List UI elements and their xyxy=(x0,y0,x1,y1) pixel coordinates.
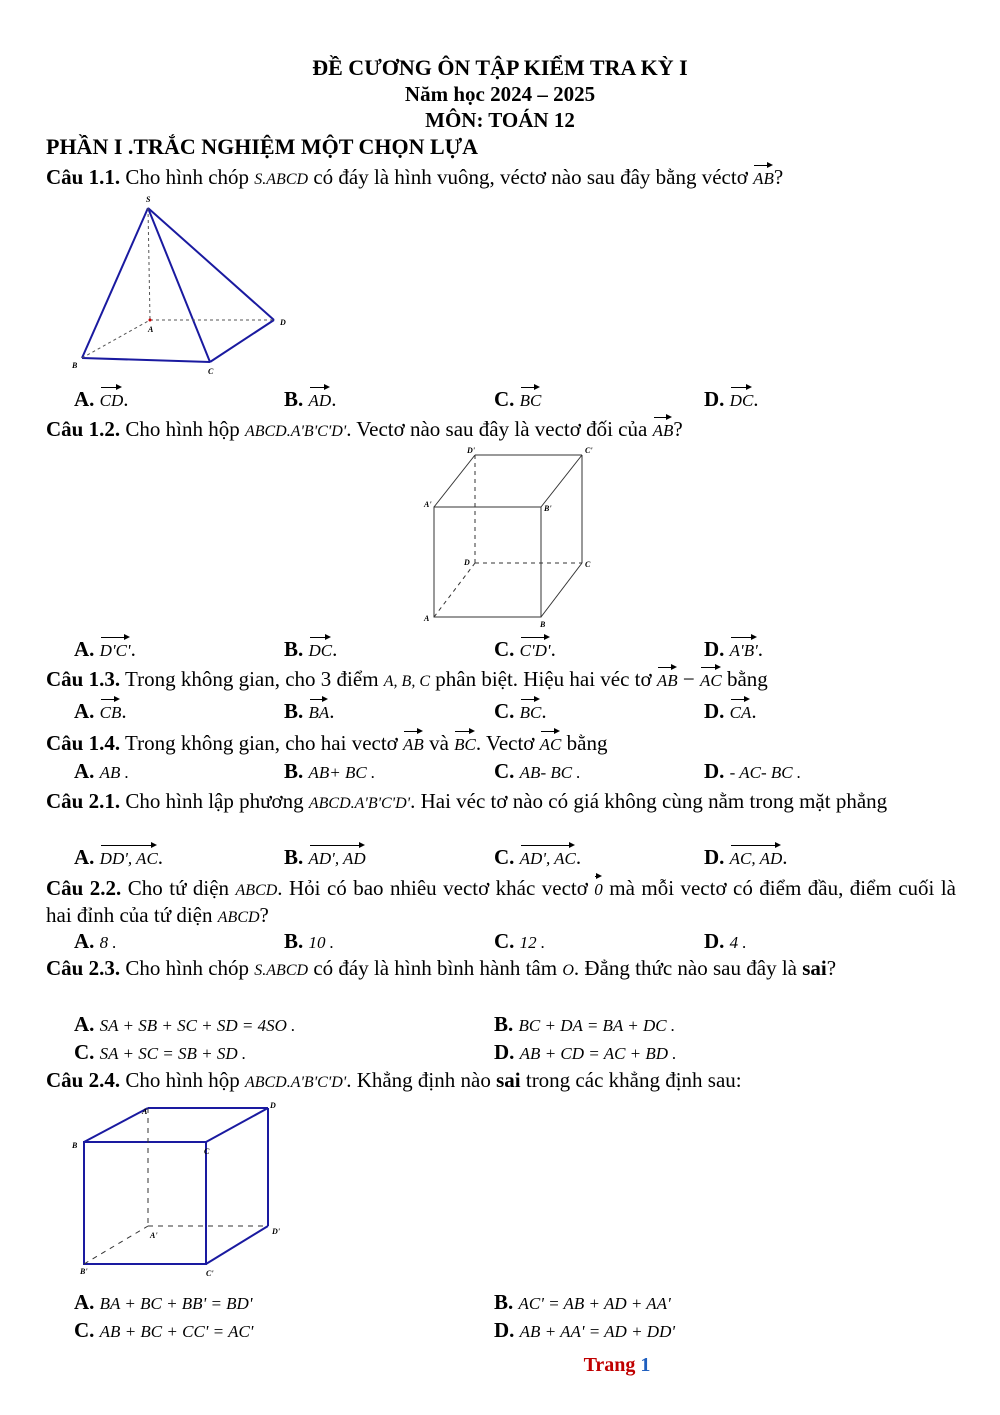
vertex-a: A xyxy=(148,325,154,334)
option-2-2-d[interactable]: D. 4 . xyxy=(704,929,747,953)
document-title: ĐỀ CƯƠNG ÔN TẬP KIỂM TRA KỲ I xyxy=(312,55,688,80)
box-figure-1 xyxy=(420,445,605,630)
question-2-2: Câu 2.2. Cho tứ diện ABCD. Hỏi có bao nhiêu vectơ khác vectơ 0 mà mỗi vectơ có điểm đầu, điểm cuối là hai đỉnh của tứ diện ABCD? xyxy=(46,876,956,927)
vertex-b: B xyxy=(72,1141,78,1150)
subject: MÔN: TOÁN 12 xyxy=(425,108,575,132)
option-2-4-d[interactable]: D. AB + AA' = AD + DD' xyxy=(494,1318,675,1342)
option-1-3-b[interactable]: B. BA. xyxy=(284,699,335,723)
option-1-4-a[interactable]: A. AB . xyxy=(74,759,129,783)
option-2-1-a[interactable]: A. DD', AC. xyxy=(74,845,164,869)
question-2-3: Câu 2.3. Cho hình chóp S.ABCD có đáy là hình bình hành tâm O. Đẳng thức nào sau đây là sai? xyxy=(46,956,837,980)
vertex-b-prime: B' xyxy=(544,504,552,513)
option-1-3-a[interactable]: A. CB. xyxy=(74,699,127,723)
page-footer xyxy=(0,1354,1000,1377)
option-1-3-c[interactable]: C. BC. xyxy=(494,699,547,723)
question-1-4: Câu 1.4. Trong không gian, cho hai vectơ AB và BC. Vectơ AC bằng xyxy=(46,731,608,755)
option-2-4-b[interactable]: B. AC' = AB + AD + AA' xyxy=(494,1290,671,1314)
page-number: 1 xyxy=(640,1354,651,1376)
question-1-1: Câu 1.1. Cho hình chóp S.ABCD có đáy là hình vuông, véctơ nào sau đây bằng véctơ AB? xyxy=(46,165,784,189)
option-2-3-c[interactable]: C. SA + SC = SB + SD . xyxy=(74,1040,247,1064)
option-1-3-d[interactable]: D. CA. xyxy=(704,699,757,723)
question-2-4: Câu 2.4. Cho hình hộp ABCD.A'B'C'D'. Khẳng định nào sai trong các khẳng định sau: xyxy=(46,1068,742,1092)
option-1-1-d[interactable]: D. DC. xyxy=(704,387,759,411)
option-2-4-c[interactable]: C. AB + BC + CC' = AC' xyxy=(74,1318,254,1342)
option-2-2-c[interactable]: C. 12 . xyxy=(494,929,546,953)
vertex-a-prime: A' xyxy=(150,1231,158,1240)
vertex-a-prime: A' xyxy=(424,500,432,509)
pyramid-figure xyxy=(70,192,300,377)
vertex-d: D xyxy=(280,318,286,327)
vertex-c: C xyxy=(208,367,214,376)
vertex-c: C xyxy=(585,560,591,569)
option-1-4-d[interactable]: D. - AC- BC . xyxy=(704,759,802,783)
vertex-a: A xyxy=(142,1107,148,1116)
question-1-3: Câu 1.3. Trong không gian, cho 3 điểm A, B, C phân biệt. Hiệu hai véc tơ AB − AC bằng xyxy=(46,667,768,691)
option-2-1-d[interactable]: D. AC, AD. xyxy=(704,845,788,869)
vertex-b: B xyxy=(72,361,78,370)
option-1-1-c[interactable]: C. BC xyxy=(494,387,542,411)
vertex-b-prime: B' xyxy=(80,1267,88,1276)
vector-ab: AB xyxy=(753,163,774,191)
vertex-a: A xyxy=(424,614,430,623)
option-2-1-c[interactable]: C. AD', AC. xyxy=(494,845,582,869)
vector-ab: AB xyxy=(653,415,674,443)
zero-vector: 0 xyxy=(594,874,603,902)
vertex-d-prime: D' xyxy=(467,446,475,455)
vertex-s: S xyxy=(146,195,151,204)
option-1-2-b[interactable]: B. DC. xyxy=(284,637,338,661)
option-2-3-d[interactable]: D. AB + CD = AC + BD . xyxy=(494,1040,677,1064)
option-1-4-c[interactable]: C. AB- BC . xyxy=(494,759,581,783)
option-1-2-d[interactable]: D. A'B'. xyxy=(704,637,763,661)
option-2-4-a[interactable]: A. BA + BC + BB' = BD' xyxy=(74,1290,253,1314)
option-2-2-b[interactable]: B. 10 . xyxy=(284,929,335,953)
vertex-c-prime: C' xyxy=(585,446,593,455)
vertex-d: D xyxy=(270,1101,276,1110)
question-2-1: Câu 2.1. Cho hình lập phương ABCD.A'B'C'D'. Hai véc tơ nào có giá không cùng nằm trong mặt phẳng xyxy=(46,789,888,813)
vertex-d: D xyxy=(464,558,470,567)
school-year: Năm học 2024 – 2025 xyxy=(404,82,596,106)
footer-label: Trang xyxy=(583,1354,636,1376)
option-1-1-a[interactable]: A. CD. xyxy=(74,387,129,411)
option-2-3-b[interactable]: B. BC + DA = BA + DC . xyxy=(494,1012,676,1036)
option-2-1-b[interactable]: B. AD', AD xyxy=(284,845,366,869)
section-heading: PHẦN I .TRẮC NGHIỆM MỘT CHỌN LỰA xyxy=(46,134,479,159)
vertex-b: B xyxy=(540,620,546,629)
box-figure-2 xyxy=(66,1098,296,1288)
vertex-c: C xyxy=(204,1147,210,1156)
vertex-d-prime: D' xyxy=(272,1227,280,1236)
question-1-2: Câu 1.2. Cho hình hộp ABCD.A'B'C'D'. Vectơ nào sau đây là vectơ đối của AB? xyxy=(46,417,683,441)
option-1-4-b[interactable]: B. AB+ BC . xyxy=(284,759,376,783)
vertex-c-prime: C' xyxy=(206,1269,214,1278)
option-1-2-a[interactable]: A. D'C'. xyxy=(74,637,136,661)
option-1-1-b[interactable]: B. AD. xyxy=(284,387,337,411)
option-1-2-c[interactable]: C. C'D'. xyxy=(494,637,556,661)
option-2-3-a[interactable]: A. SA + SB + SC + SD = 4SO . xyxy=(74,1012,296,1036)
option-2-2-a[interactable]: A. 8 . xyxy=(74,929,117,953)
